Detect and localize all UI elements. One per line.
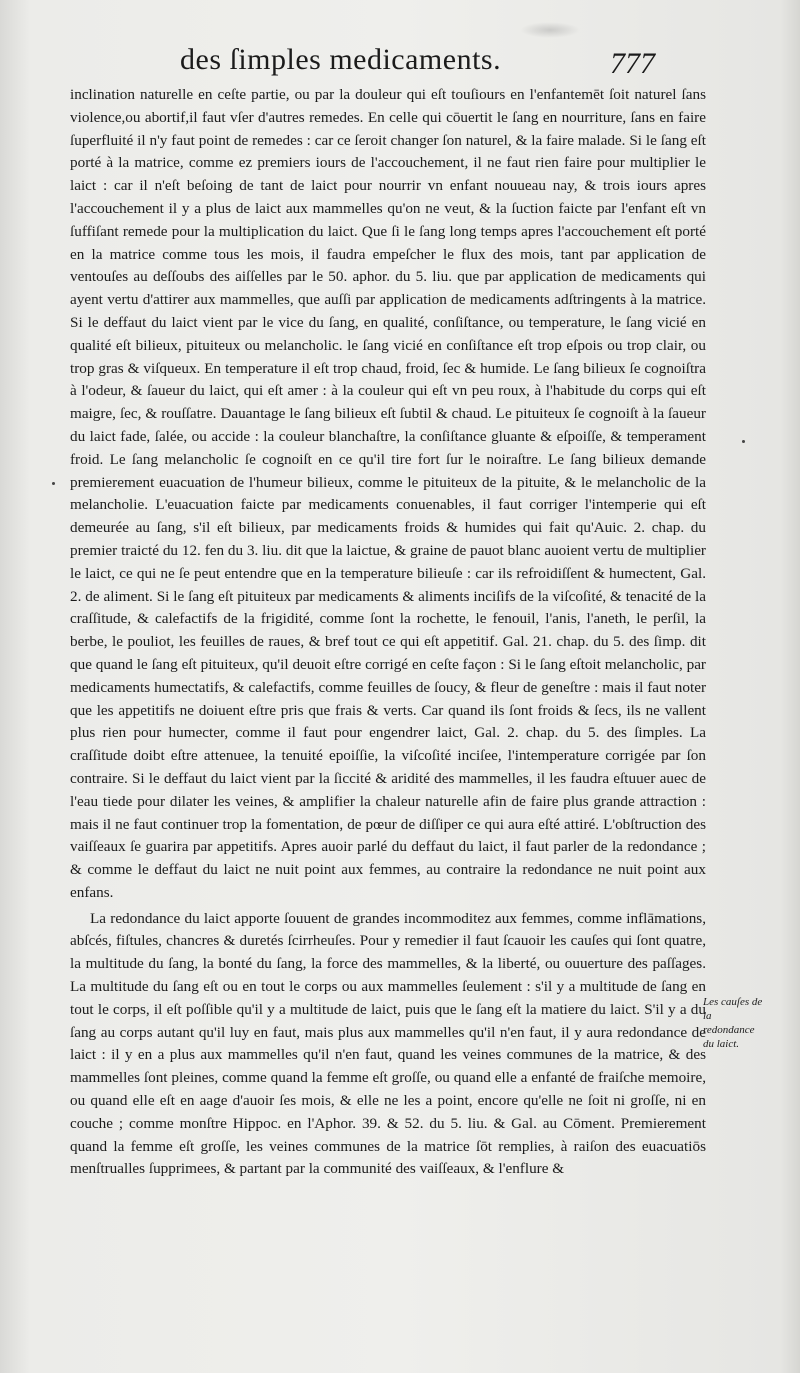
margin-note: Les cauſes de la redondance du laict. xyxy=(703,996,763,1050)
paragraph-deffaut-du-laict: inclination naturelle en ceſte partie, ou par la douleur qui eſt touſiours en l'enfantemēt ſoit naturel ſans violence,ou abortif,il faut vſer d'autres remedes. En celle qui cōuertit le ſang en nourriture, ſans en faire ſuperfluité il n'y faut point de remedes : car ce ſeroit changer ſon naturel, & la faire malade. Si le ſang eſt porté à la matrice, comme ez premiers iours de l'accouchement, il ne faut rien faire pour multiplier le laict : car il n'eſt beſoing de tant de laict pour nourrir vn enfant nouueau nay, & trois iours apres l'accouchement il y a plus de laict aux mammelles qu'on ne veut, & la ſuction faicte par l'enfant eſt vn ſuffiſant remede pour la multiplication du laict. Que ſi le ſang long temps apres l'accouchement eſt porté en la matrice comme tous les mois, il faudra empeſcher le flux des mois, tant par application de ventouſes au deſſoubs des aiſſelles par le 50. aphor. du 5. liu. que par application de medicaments qui ayent vertu d'attirer aux mammelles, que auſſi par application de medicaments adſtringents à la matrice. Si le deffaut du laict vient par le vice du ſang, en qualité, conſiſtance, ou temperature, le ſang vicié en qualité eſt bilieux, pituiteux ou melancholic. le ſang vicié en conſiſtance eſt trop eſpois ou trop clair, ou trop gras & viſqueux. En temperature il eſt trop chaud, froid, ſec & humide. Le ſang bilieux ſe cognoiſtra à l'odeur, & ſaueur du laict, qui eſt amer : à la couleur qui eſt vn peu roux, à l'habitude du corps qui eſt maigre, ſec, & rouſſatre. Dauantage le ſang bilieux eſt ſubtil & chaud. Le pituiteux ſe cognoiſt à la ſaueur du laict fade, ſalée, ou accide : la couleur blanchaſtre, la conſiſtance gluante & eſpoiſſe, & temperament froid. Le ſang melancholic ſe cognoiſt en ce qu'il tire fort ſur le noiraſtre. Le ſang bilieux demande premierement euacuation de l'humeur bilieux, comme le pituiteux de la pituite, & le melancholic de la melancholie. L'euacuation faicte par medicaments conuenables, il faut corriger l'intemperie qui eſt demeurée au ſang, s'il eſt bilieux, par medicaments froids & humides qui fait qu'Auic. 2. chap. du premier traicté du 12. fen du 3. liu. dit que la laictue, & graine de pauot blanc auoient vertu de multiplier le laict, ce qui ne ſe peut entendre que en la temperature bilieuſe : car ils refroidiſſent & humectent, Gal. 2. de aliment. Si le ſang eſt pituiteux par medicaments & aliments inciſifs de la viſcoſité, & tenacité de la craſſitude, & calefactifs de la frigidité, comme ſont la rochette, le fenouil, l'anis, l'aneth, le perſil, la berbe, le pouliot, les feuilles de raues, & bref tout ce qui eſt appetitif. Gal. 21. chap. du 5. des ſimp. dit que quand le ſang eſt pituiteux, qu'il deuoit eſtre corrigé en ceſte façon : Si le ſang eſtoit melancholic, par medicaments humectatifs, & calefactifs, comme feuilles de ſoucy, & fleur de geneſtre : mais il faut noter que les appetitifs ne doiuent eſtre pris que frais & verts. Car quand ils ſont froids & ſecs, ils ne vallent plus rien pour humecter, comme il faut pour engendrer laict, Gal. 2. chap. du 5. des ſimples. La craſſitude doibt eſtre attenuee, la tenuité epoiſſie, la viſcoſité inciſee, l'intemperature corrigée par ſon contraire. Si le deffaut du laict vient par la ſiccité & aridité des mammelles, il les faudra eſtuuer auec de l'eau tiede pour dilater les veines, & amplifier la chaleur naturelle afin de faire plus grande attraction : mais il ne faut continuer trop la fomentation, de pœur de diſſiper ce qui aura eſté attiré. L'obſtruction des vaiſſeaux ſe guarira par appetitifs. Apres auoir parlé du deffaut du laict, il faut parler de la redondance ; & comme le deffaut du laict ne nuit point aux femmes, au contraire la redondance ne nuit point aux enfans. xyxy=(70,86,706,901)
paragraph-redondance-du-laict: La redondance du laict apporte ſouuent de grandes incommoditez aux femmes, comme inflāmations, abſcés, fiſtules, chancres & duretés ſcirrheuſes. Pour y remedier il faut ſcauoir les cauſes qui ſont quatre, la multitude du ſang, la bonté du ſang, la force des mammelles, & la liberté, ou ouuerture des paſſages. La multitude du ſang eſt ou en tout le corps ou aux mammelles ſeulement : s'il y a multitude de ſang en tout le corps, il eſt poſſible qu'il y a multitude de laict, puis que le ſang eſt la matiere du laict. S'il y a du ſang au corps autant qu'il luy en faut, mais plus aux mammelles qu'il n'en faut, il y aura redondance de laict : il y en a plus aux mammelles qu'il n'en faut, quand les veines communes de la matrice, & des mammelles ſont pleines, comme quand la femme eſt groſſe, ou quand elle a enfanté de fraiſche memoire, ou quand elle eſt en aage d'auoir ſes mois, & elle ne les a point, encore qu'elle ne ſoit ni groſſe, ni en couche ; comme monſtre Hippoc. en l'Aphor. 39. & 52. du 5. liu. & Gal. au Cōment. Premierement quand la femme eſt groſſe, les veines communes de la matrice ſōt remplies, à raiſon des euacuatiōs menſtrualles ſupprimees, & partant par la communité des vaiſſeaux, & l'enflure & xyxy=(70,909,706,1178)
paper-stain xyxy=(520,22,580,38)
running-title: des ſimples medicaments. xyxy=(180,43,502,76)
page-number: 777 xyxy=(610,47,655,80)
body-text xyxy=(70,84,706,1324)
ink-speck xyxy=(52,482,55,485)
ink-speck xyxy=(742,440,745,443)
